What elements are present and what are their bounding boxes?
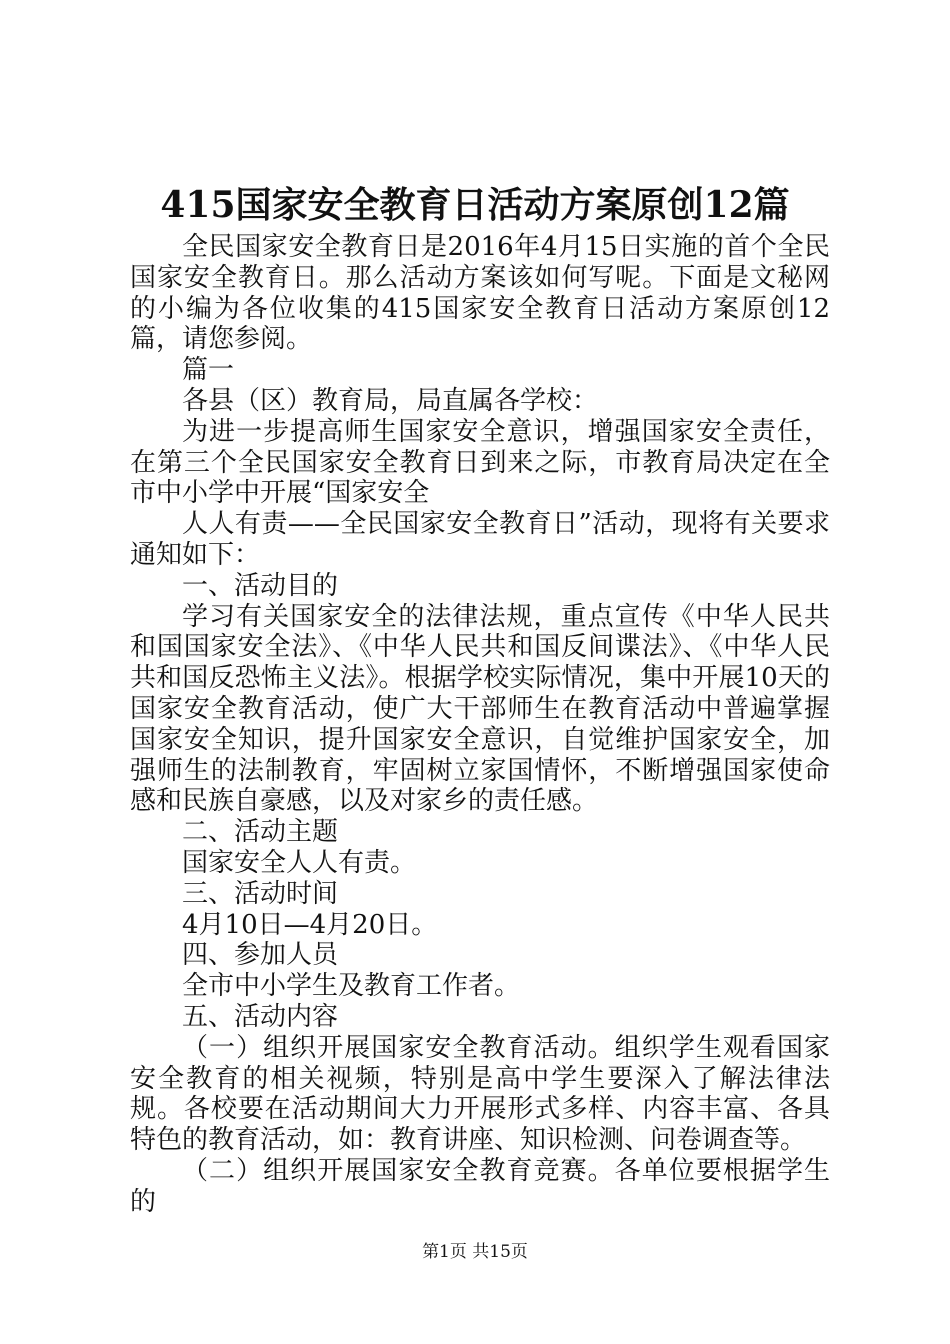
page-number: 第1页 共15页 — [422, 1242, 528, 1262]
paragraph-recipients: 各县（区）教育局，局直属各学校： — [182, 385, 599, 416]
paragraph-purpose: 为进一步提高师生国家安全意识，增强国家安全责任，在第三个全民国家安全教育日到来之际，市教育局决定在全市中小学中开展“国家安全 — [130, 416, 830, 509]
heading-activity-theme: 二、活动主题 — [182, 817, 339, 848]
paragraph-notice: 人人有责——全民国家安全教育日”活动，现将有关要求通知如下： — [130, 509, 830, 570]
paragraph-content-1: （一）组织开展国家安全教育活动。组织学生观看国家安全教育的相关视频，特别是高中学生要深入了解法律法规。各校要在活动期间大力开展形式多样、内容丰富、各具特色的教育活动，如：教育讲座、知识检测、问卷调查等。 — [130, 1032, 830, 1156]
heading-activity-content: 五、活动内容 — [182, 1001, 339, 1032]
heading-activity-goal: 一、活动目的 — [182, 570, 339, 601]
heading-activity-time: 三、活动时间 — [182, 878, 339, 909]
paragraph-activity-goal: 学习有关国家安全的法律法规，重点宣传《中华人民共和国国家安全法》、《中华人民共和国反间谍法》、《中华人民共和国反恐怖主义法》。根据学校实际情况，集中开展10天的国家安全教育活动，使广大干部师生在教育活动中普遍掌握国家安全知识，提升国家安全意识，自觉维护国家安全，加强师生的法制教育，牢固树立家国情怀，不断增强国家使命感和民族自豪感，以及对家乡的责任感。 — [130, 601, 830, 817]
paragraph-activity-time: 4月10日—4月20日。 — [182, 909, 438, 940]
paragraph-intro: 全民国家安全教育日是2016年4月15日实施的首个全民国家安全教育日。那么活动方案该如何写呢。下面是文秘网的小编为各位收集的415国家安全教育日活动方案原创12篇，请您参阅。 — [130, 232, 830, 355]
paragraph-participants: 全市中小学生及教育工作者。 — [182, 971, 521, 1002]
document-body — [130, 232, 830, 1218]
paragraph-section-label: 篇一 — [182, 355, 235, 386]
paragraph-content-2: （二）组织开展国家安全教育竞赛。各单位要根据学生的 — [130, 1155, 830, 1217]
document-title: 415国家安全教育日活动方案原创12篇 — [160, 184, 790, 226]
heading-participants: 四、参加人员 — [182, 940, 339, 971]
paragraph-activity-theme: 国家安全人人有责。 — [182, 847, 417, 878]
